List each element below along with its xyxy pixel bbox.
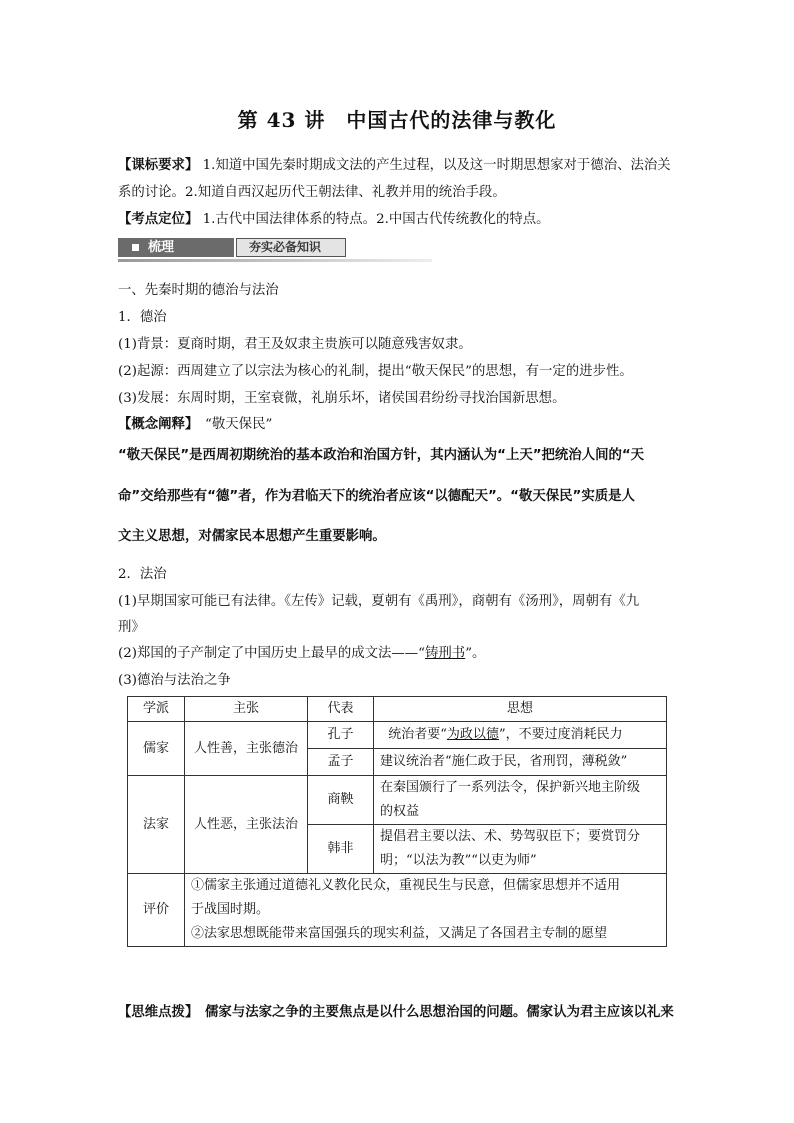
sub-heading-fazhi: 2．法治 bbox=[118, 567, 167, 582]
claim-fajia: 人性恶，主张法治 bbox=[185, 776, 308, 874]
thought-shangyang: 在秦国颁行了一系列法令，保护新兴地主阶级 的权益 bbox=[374, 776, 667, 825]
thought-hanfei: 提倡君主要以法、术、势驾驭臣下；要赏罚分 明；“以法为教”“以吏为师” bbox=[374, 825, 667, 874]
banner-right: 夯实必备知识 bbox=[236, 238, 346, 257]
concept-heading: 【概念阐释】 “敬天保民” bbox=[118, 416, 273, 432]
square-icon bbox=[132, 244, 139, 251]
concept-line-2: 命”交给那些有“德”者，作为君临天下的统治者应该“以德配天”。“敬天保民”实质是人 bbox=[118, 489, 635, 504]
dezhi-item-2: (2)起源：西周建立了以宗法为核心的礼制，提出“敬天保民”的思想，有一定的进步性。 bbox=[118, 364, 633, 379]
rep-mengzi: 孟子 bbox=[308, 749, 374, 776]
claim-rujia: 人性善，主张德治 bbox=[185, 722, 308, 776]
section-banner bbox=[118, 238, 432, 262]
kebiao-line2: 系的讨论。2.知道自西汉起历代王朝法律、礼教并用的统治手段。 bbox=[118, 185, 506, 200]
fazhi-item-1-cont: 刑》 bbox=[118, 620, 145, 635]
banner-left: 梳理 bbox=[118, 238, 234, 257]
rep-kongzi: 孔子 bbox=[308, 722, 374, 749]
rep-hanfei: 韩非 bbox=[308, 825, 374, 874]
kebiao-line1: 【课标要求】 1.知道中国先秦时期成文法的产生过程，以及这一时期思想家对于德治、法治关 bbox=[118, 157, 671, 173]
dezhi-item-1: (1)背景：夏商时期，君王及奴隶主贵族可以随意残害奴隶。 bbox=[118, 337, 472, 352]
fazhi-item-2: (2)郑国的子产制定了中国历史上最早的成文法——“铸刑书”。 bbox=[118, 646, 486, 661]
header-school: 学派 bbox=[128, 697, 185, 722]
table-row-pingjia bbox=[128, 874, 667, 947]
header-claim: 主张 bbox=[185, 697, 308, 722]
banner-divider bbox=[118, 259, 432, 262]
header-thought: 思想 bbox=[374, 697, 667, 722]
school-rujia: 儒家 bbox=[128, 722, 185, 776]
siwei-tag: 【思维点拨】 bbox=[118, 1005, 192, 1020]
rep-shangyang: 商鞅 bbox=[308, 776, 374, 825]
concept-tag: 【概念阐释】 bbox=[118, 416, 192, 432]
school-fajia: 法家 bbox=[128, 776, 185, 874]
kebiao-tag: 【课标要求】 bbox=[118, 157, 199, 173]
section-heading-1: 一、先秦时期的德治与法治 bbox=[118, 283, 279, 298]
sub-heading-dezhi: 1．德治 bbox=[118, 310, 167, 325]
concept-line-3: 文主义思想，对儒家民本思想产生重要影响。 bbox=[118, 529, 386, 544]
fazhi-item-3: (3)德治与法治之争 bbox=[118, 673, 231, 688]
siwei-line: 【思维点拨】 儒家与法家之争的主要焦点是以什么思想治国的问题。儒家认为君主应该以礼来 bbox=[118, 1005, 674, 1020]
fazhi-item-1: (1)早期国家可能已有法律。《左传》记载，夏朝有《禹刑》，商朝有《汤刑》，周朝有《九 bbox=[118, 594, 640, 609]
table-row-shangyang bbox=[128, 776, 667, 825]
dezhi-fazhi-table bbox=[127, 696, 667, 947]
concept-line-1: “敬天保民”是西周初期统治的基本政治和治国方针，其内涵认为“上天”把统治人间的“天 bbox=[118, 448, 645, 463]
thought-mengzi: 建议统治者“施仁政于民，省刑罚，薄税敛” bbox=[374, 749, 667, 776]
thought-kongzi: 统治者要“为政以德”，不要过度消耗民力 bbox=[374, 722, 667, 749]
page-title: 第 43 讲 中国古代的法律与教化 bbox=[237, 108, 557, 132]
table-row-kongzi bbox=[128, 722, 667, 749]
dezhi-item-3: (3)发展：东周时期，王室衰微，礼崩乐坏，诸侯国君纷纷寻找治国新思想。 bbox=[118, 391, 566, 406]
pingjia-content: ①儒家主张通过道德礼义教化民众，重视民生与民意，但儒家思想并不适用 于战国时期。 ②法家思想既能带来富国强兵的现实利益，又满足了各国君主专制的愿望 bbox=[185, 874, 667, 947]
zhuxingshu-term: 铸刑书 bbox=[425, 646, 466, 661]
kaodian-line: 【考点定位】 1.古代中国法律体系的特点。2.中国古代传统教化的特点。 bbox=[118, 211, 550, 227]
table-header-row bbox=[128, 697, 667, 722]
kaodian-tag: 【考点定位】 bbox=[118, 211, 199, 227]
header-rep: 代表 bbox=[308, 697, 374, 722]
label-pingjia: 评价 bbox=[128, 874, 185, 947]
